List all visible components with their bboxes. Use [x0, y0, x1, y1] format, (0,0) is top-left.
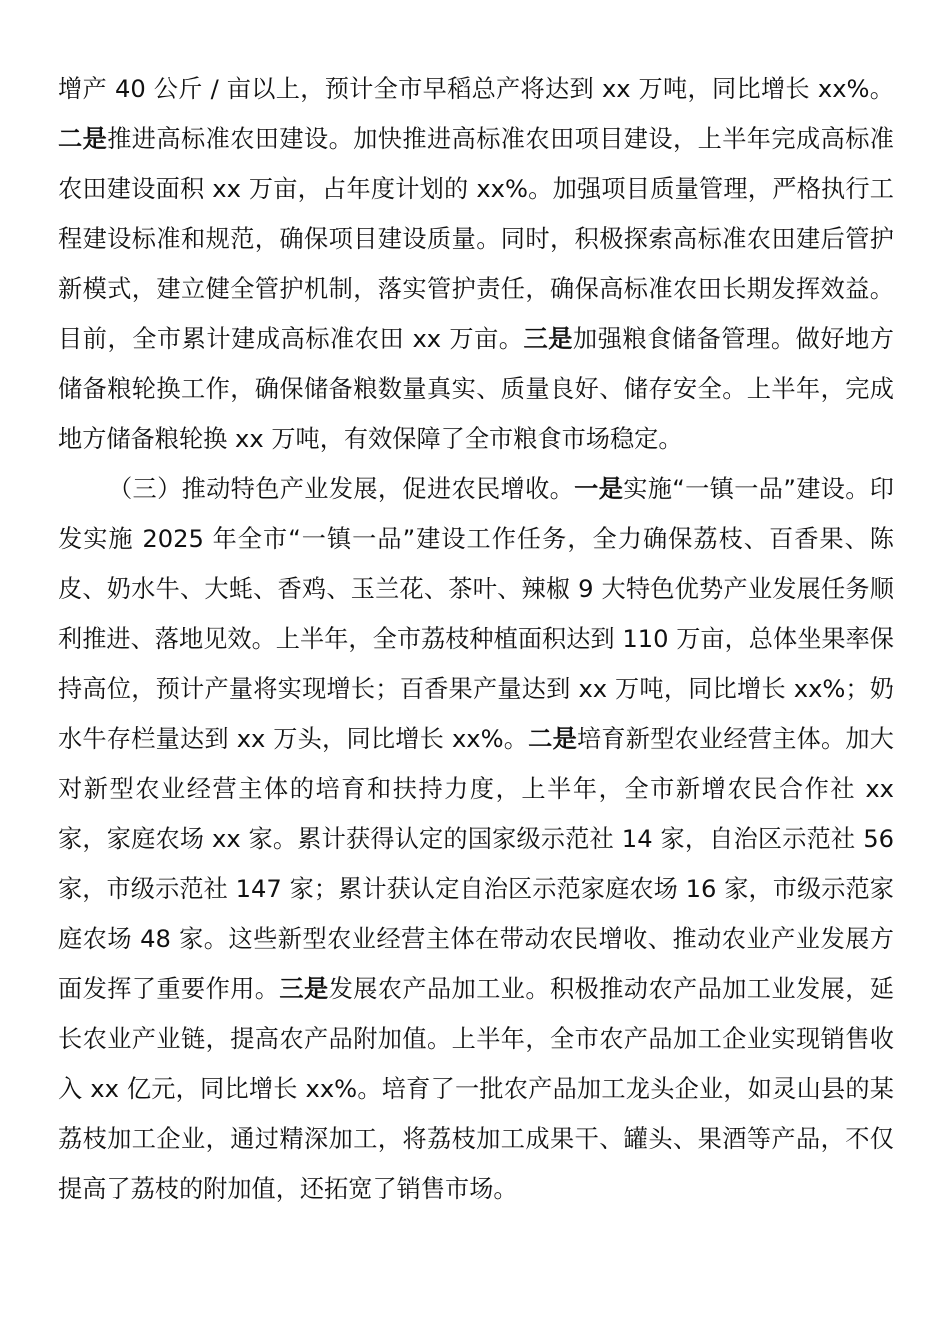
paragraph-text: 推进高标准农田建设。加快推进高标准农田项目建设，上半年完成高标准农田建设面积 xx 万亩，占年度计划的 xx%。加强项目质量管理，严格执行工程建设标准和规范，确保项目建设质量。同时，积极探索高标准农田建后管护新模式，建立健全管护机制，落实管护责任，确保高标准农田长期发挥效益。目前，全市累计建成高标准农田 xx 万亩。 [58, 125, 894, 353]
section-heading-three: （三）推动特色产业发展，促进农民增收。 [108, 475, 575, 503]
point-marker-three: 三是 [523, 325, 573, 353]
paragraph-grain-production [58, 64, 894, 464]
paragraph-text: 实施“一镇一品”建设。印发实施 2025 年全市“一镇一品”建设工作任务，全力确保荔枝、百香果、陈皮、奶水牛、大蚝、香鸡、玉兰花、茶叶、辣椒 9 大特色优势产业发展任务顺利推进、落地见效。上半年，全市荔枝种植面积达到 110 万亩，总体坐果率保持高位，预计产量将实现增长；百香果产量达到 xx 万吨，同比增长 xx%；奶水牛存栏量达到 xx 万头，同比增长 xx%。 [58, 475, 894, 753]
paragraph-text: 发展农产品加工业。积极推动农产品加工业发展，延长农业产业链，提高农产品附加值。上半年，全市农产品加工企业实现销售收入 xx 亿元，同比增长 xx%。培育了一批农产品加工龙头企业，如灵山县的某荔枝加工企业，通过精深加工，将荔枝加工成果干、罐头、果酒等产品，不仅提高了荔枝的附加值，还拓宽了销售市场。 [58, 975, 894, 1203]
paragraph-text: 培育新型农业经营主体。加大对新型农业经营主体的培育和扶持力度，上半年，全市新增农民合作社 xx 家，家庭农场 xx 家。累计获得认定的国家级示范社 14 家，自治区示范社 56 家，市级示范社 147 家；累计获认定自治区示范家庭农场 16 家，市级示范家庭农场 48 家。这些新型农业经营主体在带动农民增收、推动农业产业发展方面发挥了重要作用。 [58, 725, 894, 1003]
paragraph-characteristic-industry [58, 464, 894, 1214]
document-body [58, 64, 894, 1214]
point-marker-two: 二是 [528, 725, 577, 753]
point-marker-three: 三是 [279, 975, 329, 1003]
paragraph-text: 加强粮食储备管理。做好地方储备粮轮换工作，确保储备粮数量真实、质量良好、储存安全。上半年，完成地方储备粮轮换 xx 万吨，有效保障了全市粮食市场稳定。 [58, 325, 894, 453]
paragraph-text: 增产 40 公斤 / 亩以上，预计全市早稻总产将达到 xx 万吨，同比增长 xx%。 [58, 75, 894, 103]
point-marker-one: 一是 [574, 475, 624, 503]
point-marker-two: 二是 [58, 125, 108, 153]
